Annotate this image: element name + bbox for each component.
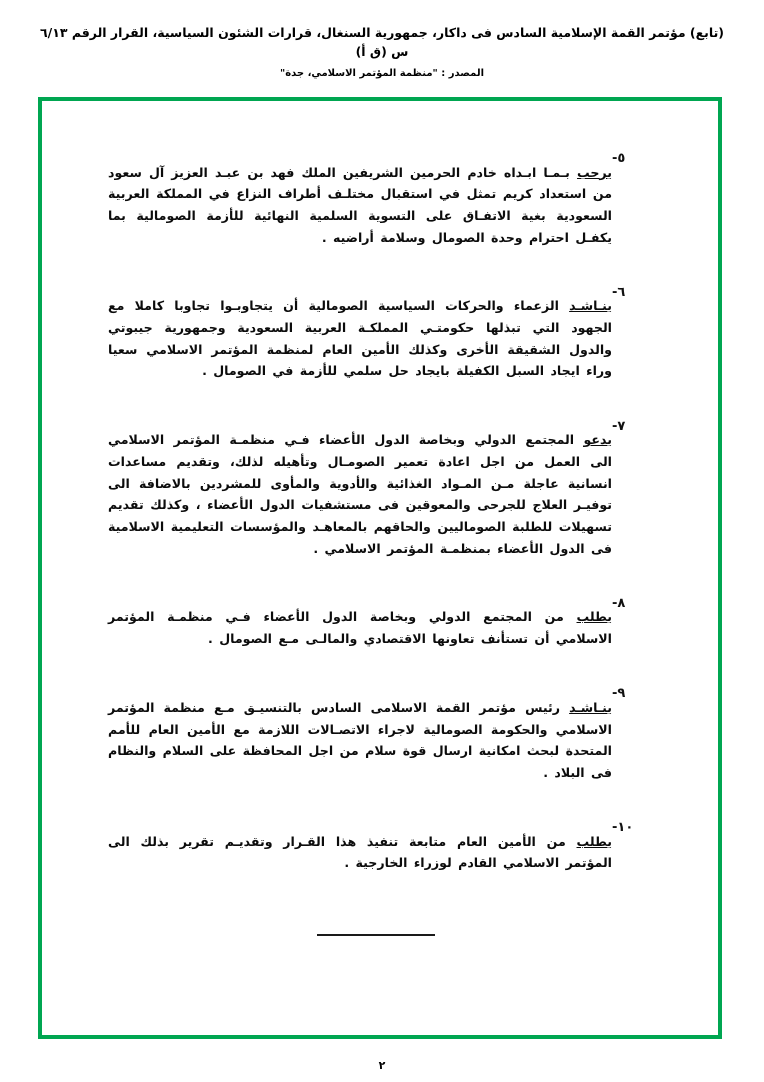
clause-body xyxy=(94,417,612,572)
clause-number: ١٠- xyxy=(612,820,634,836)
clause-text: بـمـا ابـداه خادم الحرمين الشريفين الملك فهد بن عبـد العزيز آل سعود من استعداد كريم تمثل في استقبال مختلـف أطراف النزاع في المملكة العربية السعودية بغية الاتفـاق على التسوية السلمية النهائية للأزمة الصومالية بما يكفـل احترام وحدة الصومال وسلامة أراضيه . xyxy=(108,164,612,245)
clause-item xyxy=(94,684,658,796)
clause-text: رئيس مؤتمر القمة الاسلامى السادس بالتنسيـق مـع منظمة المؤتمر الاسلامي والحكومة الصومالية لاجراء الاتصـالات اللازمة مع الأمين العام للأمم المتحدة لبحث امكانية ارسال قوة سلام من اجل المحافظة على السلام والنظام فى البلاد . xyxy=(108,699,612,780)
clause-item xyxy=(94,283,658,395)
clause-lead-verb: يطلب xyxy=(576,609,612,625)
clause-text: المجتمع الدولي وبخاصة الدول الأعضاء فـي منظمـة المؤتمر الاسلامي الى العمل من اجل اعادة تعمير الصومـال وتأهيله لذلك، وتقديم مساعدات انسانية عاجلة مـن المـواد الغذائية والأدوية والمأوى للمشردين بالاضافة الى توفيـر العلاج للجرحى والمعوقين فى مستشفيات الدول الأعضاء ، وكذلك تقديم تسهيلات للطلبة الصوماليين والحاقهم بالمعاهـد والمؤسسات التعليمية الاسلامية فى الدول الأعضاء بمنظمـة المؤتمر الاسلامي . xyxy=(108,432,612,556)
page-frame xyxy=(38,97,722,1039)
clause-text: من المجتمع الدولي وبخاصة الدول الأعضاء فـي منظمـة المؤتمر الاسلامي أن تستأنف تعاونها الاقتصادي والمالـى مـع الصومال . xyxy=(108,609,612,646)
clause-body xyxy=(94,594,612,663)
clause-lead-verb: يطلب xyxy=(576,833,612,849)
clause-paragraph xyxy=(108,606,612,649)
section-divider xyxy=(94,921,658,940)
clause-body xyxy=(94,818,612,887)
clause-paragraph xyxy=(108,697,612,784)
clause-text: من الأمين العام متابعة تنفيذ هذا القـرار وتقديـم تقرير بذلك الى المؤتمر الاسلامي القادم لوزراء الخارجية . xyxy=(108,833,612,871)
clause-item xyxy=(94,594,658,663)
clause-lead-verb: ينـاشـد xyxy=(569,298,612,314)
clause-text: الزعماء والحركات السياسية الصومالية أن يتجاوبـوا تجاوبا كاملا مع الجهود التي تبذلها حكومتـي المملكـة العربية السعودية وجمهورية جيبوتي والدول الشقيقة الأخرى وكذلك الأمين العام لمنظمة المؤتمر الاسلامي سعيا وراء ايجاد السبل الكفيلة بايجاد حل سلمي للأزمة في الصومال . xyxy=(108,298,612,379)
document-title: (تابع) مؤتمر القمة الإسلامية السادس فى داكار، جمهورية السنغال، قرارات الشئون السياسية، القرار الرقم ٦/١٣ س (ق أ) xyxy=(40,25,724,59)
clause-item xyxy=(94,417,658,572)
clause-paragraph xyxy=(108,831,612,874)
document-source: المصدر : "منظمة المؤتمر الاسلامي، جدة" xyxy=(279,67,484,79)
clause-body xyxy=(94,149,612,261)
clause-lead-verb: يدعو xyxy=(583,432,612,448)
clause-body xyxy=(94,283,612,395)
clause-number: ٥- xyxy=(612,151,626,166)
clause-item xyxy=(94,149,658,261)
clause-lead-verb: يرحب xyxy=(577,164,612,180)
page-content xyxy=(94,147,658,940)
document-header xyxy=(0,24,764,79)
page-number: ٢ xyxy=(378,1059,386,1072)
clause-paragraph xyxy=(108,162,612,249)
clause-item xyxy=(94,818,658,887)
divider-line xyxy=(317,934,435,936)
clause-number: ٧- xyxy=(612,418,626,434)
clause-body xyxy=(94,684,612,796)
clause-number: ٩- xyxy=(612,686,626,702)
clause-lead-verb: ينـاشـد xyxy=(569,699,612,715)
clause-paragraph xyxy=(108,429,612,559)
clause-paragraph xyxy=(108,295,612,382)
clause-number: ٨- xyxy=(612,595,626,611)
clause-number: ٦- xyxy=(612,284,626,300)
